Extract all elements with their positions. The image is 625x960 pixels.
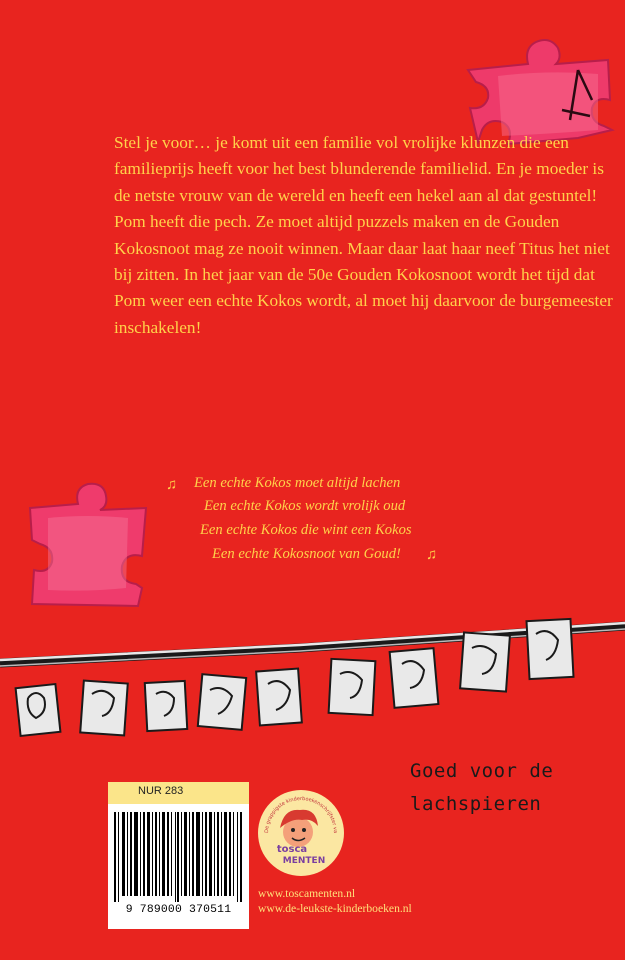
barcode-bars — [114, 812, 243, 902]
slogan — [410, 755, 610, 821]
logo-name-top: tosca — [276, 844, 308, 855]
isbn-number: 9 789000 370511 — [125, 904, 232, 916]
lyric-line-2: Een echte Kokos wordt vrolijk oud — [204, 498, 406, 514]
nur-label: NUR 283 — [108, 782, 249, 804]
music-note-icon-2: ♫ — [426, 547, 438, 563]
lyric-line-4: Een echte Kokosnoot van Goud! — [212, 546, 401, 562]
lyric-line-3: Een echte Kokos die wint een Kokos — [200, 522, 412, 538]
logo-name-bottom: MENTEN — [282, 856, 326, 866]
website-link-2[interactable]: www.de-leukste-kinderboeken.nl — [258, 902, 412, 915]
barcode-box — [108, 782, 249, 929]
music-note-icon-1: ♫ — [166, 477, 178, 493]
website-links — [258, 886, 412, 916]
blurb-paragraph-2: Pom heeft die pech. Ze moet altijd puzzels maken en de Gouden Kokosnoot mag ze nooit winnen. Maar daar laat haar neef Titus het niet bij zitten. In het jaar van de 50e Gouden Kokosnoot wordt het tijd dat Pom weer een echte Kokos wordt, al moet hij daarvoor de burgemeester inschakelen! — [114, 212, 613, 337]
author-logo — [256, 788, 346, 878]
website-link-1[interactable]: www.toscamenten.nl — [258, 887, 356, 900]
back-cover-blurb — [114, 130, 614, 341]
barcode-area — [108, 804, 249, 929]
lyric-line-1: Een echte Kokos moet altijd lachen — [194, 475, 401, 491]
clothesline-illustration — [0, 590, 625, 750]
blurb-paragraph-1: Stel je voor… je komt uit een familie vol vrolijke klunzen die een familieprijs heeft voor het best blunderende familielid. En je moeder is de netste vrouw van de wereld en heeft een hekel aan al dat gestuntel! — [114, 133, 604, 205]
logo-arc-text: De grappigste kinderboekenschrijfster va — [263, 795, 339, 834]
slogan-line-2: lachspieren — [410, 793, 542, 815]
slogan-line-1: Goed voor de — [410, 760, 554, 782]
